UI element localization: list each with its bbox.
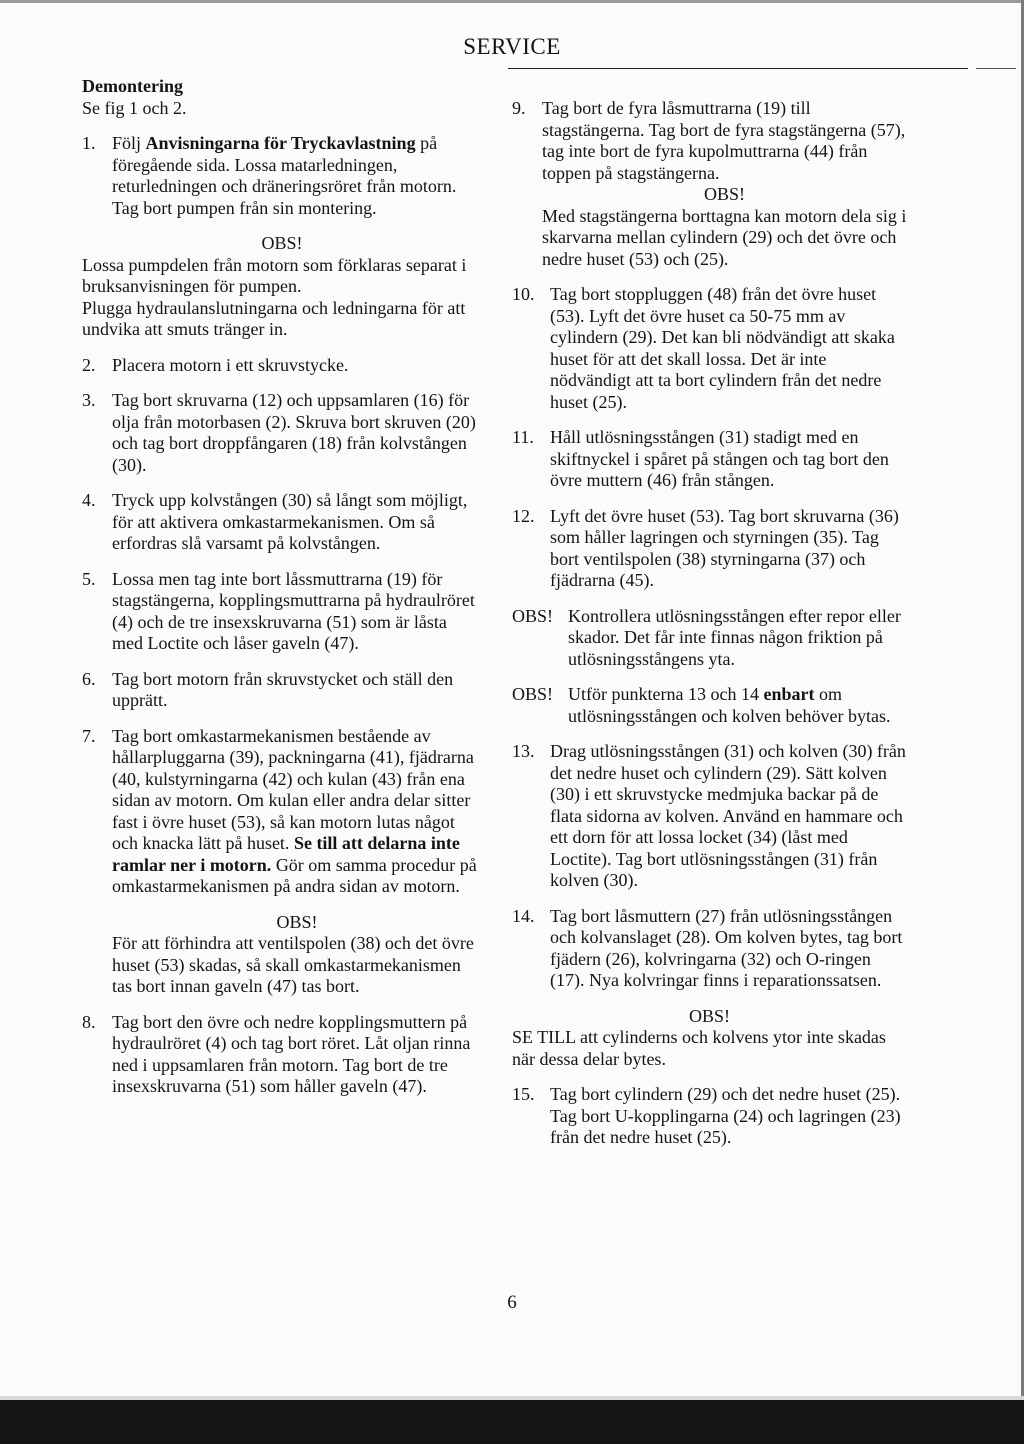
step-text: Följ [112, 133, 146, 153]
step-number: 6. [82, 668, 96, 689]
obs-label: OBS! [512, 684, 554, 704]
step-number: 3. [82, 390, 96, 410]
step-11 [512, 427, 907, 492]
scan-edge-bottom [0, 1400, 1024, 1444]
obs-text-bold: enbart [763, 684, 815, 704]
obs-text: Kontrollera utlösningsstången efter repor eller skador. Det får inte finnas någon friktion på utlösningsstångens yta. [568, 605, 901, 669]
step-number: 15. [512, 1084, 535, 1104]
step-12 [512, 506, 907, 592]
header-rule [508, 68, 968, 69]
step-number: 5. [82, 568, 96, 589]
obs-note-2 [512, 606, 907, 671]
obs-note-3 [512, 684, 907, 727]
scan-edge-top [0, 0, 1024, 3]
step-text: Tryck upp kolvstången (30) så långt som möjligt, för att aktivera omkastarmekanismen. Om så erfordras slå varsamt på kolvstången. [112, 490, 468, 553]
step-7 [82, 726, 482, 998]
step-text: på föregående sida. Lossa matarledningen, returledningen och dräneringsröret från motorn. Tag bort pumpen från sin montering. [112, 133, 457, 218]
obs-body [568, 684, 907, 727]
step-body [112, 726, 482, 998]
left-column [82, 76, 482, 1112]
step-number: 1. [82, 133, 96, 153]
step-text: Tag bort skruvarna (12) och uppsamlaren (16) för olja från motorbasen (2). Skruva bort skruven (20) och tag bort droppfångaren (18) från kolvstången (30). [112, 390, 476, 475]
step-text: Drag utlösningsstången (31) och kolven (30) från det nedre huset och cylindern (29). Sätt kolven (30) i ett skruvstycke medmjuka backar på de flata sidorna av kolven. Använd en hammare och ett dorn för att lossa locket (34) (låst med Loctite). Tag bort utlösningsstången (31) från kolven (30). [550, 741, 906, 890]
obs-text: Med stagstängerna borttagna kan motorn dela sig i skarvarna mellan cylindern (29) och det övre och nedre huset (53) och (25). [542, 205, 907, 269]
obs-label: OBS! [512, 605, 554, 626]
step-text: Tag bort de fyra låsmuttrarna (19) till stagstängerna. Tag bort de fyra stagstängerna (57), tag inte bort de fyra kupolmuttrarna (44) från toppen på stagstängerna. [542, 98, 906, 183]
obs-label: OBS! [703, 184, 745, 204]
step-text-bold: Se till att delarna inte ramlar ner i motorn. [112, 833, 460, 875]
step-text: Tag bort låsmuttern (27) från utlösningsstången och kolvanslaget (28). Om kolven bytes, tag bort fjädern (26), kolvringarna (32) och O-ringen (17). Nya kolvringar finns i reparationssatsen. [550, 905, 903, 990]
step-6 [82, 669, 482, 712]
step-text: Tag bort stoppluggen (48) från det övre huset (53). Lyft det övre huset ca 50-75 mm av cylindern (29). Det kan bli nödvändigt att skaka huset för att det skall lossa. Det är inte nödvändigt att ta bort cylindern från det nedre huset (25). [550, 284, 895, 412]
obs-text: Plugga hydraulanslutningarna och ledningarna för att undvika att smuts tränger in. [82, 297, 466, 339]
obs-text: om utlösningsstången och kolven behöver bytas. [568, 684, 891, 726]
step-number: 2. [82, 354, 96, 375]
obs-label: OBS! [688, 1005, 730, 1026]
step-text: Tag bort motorn från skruvstycket och ställ den upprätt. [112, 668, 454, 710]
step-body [112, 133, 482, 219]
step-text: Tag bort den övre och nedre kopplingsmuttern på hydraulröret (4) och tag bort röret. Låt oljan rinna ned i uppsamlaren från motorn. Tag bort de tre insexskruvarna (51) som håller gaveln (47). [112, 1011, 471, 1096]
step-number: 8. [82, 1011, 96, 1032]
step-5 [82, 569, 482, 655]
spacer [112, 898, 482, 912]
step-number: 9. [512, 98, 526, 118]
step-text: Tag bort omkastarmekanismen bestående av hållarpluggarna (39), packningarna (41), fjädrarna (40, kulstyrningarna (42) och kulan (43) från ena sidan av motorn. Om kulan eller andra delar sitter fast i övre huset (53), så kan motorn lutas något och knacka lätt på huset. [112, 725, 474, 853]
step-4 [82, 490, 482, 555]
step-1 [82, 133, 482, 219]
step-text: Håll utlösningsstången (31) stadigt med en skiftnyckel i spåret på stången och tag bort den övre muttern (46) från stången. [550, 427, 889, 490]
step-13 [512, 741, 907, 892]
obs-text: För att förhindra att ventilspolen (38) och det övre huset (53) skadas, så skall omkastarmekanismen tas bort innan gaveln (47) tas bort. [112, 933, 474, 996]
step-text-bold: Anvisningarna för Tryckavlastning [145, 133, 416, 153]
step-text: Gör om samma procedur på omkastarmekanismen på andra sidan av motorn. [112, 854, 477, 896]
step-number: 10. [512, 284, 535, 304]
spacer [82, 119, 482, 133]
right-column [512, 98, 907, 1163]
page-number: 6 [507, 1292, 517, 1313]
obs-note-4 [512, 1006, 907, 1071]
step-10 [512, 284, 907, 413]
step-8 [82, 1012, 482, 1098]
section-heading: Demontering [82, 76, 183, 96]
obs-note-1 [82, 233, 482, 341]
step-text: Lossa men tag inte bort låssmuttrarna (19) för stagstängerna, kopplingsmuttrarna på hydraulröret (4) och de tre insexskruvarna (51) som är låsta med Loctite och låser gaveln (47). [112, 568, 475, 653]
section-subheading: Se fig 1 och 2. [82, 97, 187, 118]
step-15 [512, 1084, 907, 1149]
step-text: Placera motorn i ett skruvstycke. [112, 354, 349, 375]
page-title: SERVICE [463, 34, 561, 59]
step-9 [512, 98, 907, 270]
step-2 [82, 355, 482, 377]
step-text: Tag bort cylindern (29) och det nedre huset (25). Tag bort U-kopplingarna (24) och lagringen (23) från det nedre huset (25). [550, 1084, 901, 1147]
step-text: Lyft det övre huset (53). Tag bort skruvarna (36) som håller lagringen och styrningen (35). Tag bort ventilspolen (38) styrningarna (37) och fjädrarna (45). [550, 505, 899, 590]
step-body [542, 98, 907, 270]
obs-text: Lossa pumpdelen från motorn som förklaras separat i bruksanvisningen för pumpen. [82, 254, 467, 296]
step-number: 7. [82, 725, 96, 746]
obs-label: OBS! [276, 911, 318, 932]
step-3 [82, 390, 482, 476]
step-number: 13. [512, 741, 535, 761]
obs-text: Utför punkterna 13 och 14 [568, 684, 764, 704]
obs-text: SE TILL att cylinderns och kolvens ytor inte skadas när dessa delar bytes. [512, 1027, 886, 1069]
header-rule-tail [976, 68, 1016, 69]
step-number: 12. [512, 505, 535, 526]
step-14 [512, 906, 907, 992]
step-number: 4. [82, 490, 96, 510]
obs-label: OBS! [261, 233, 303, 253]
step-number: 11. [512, 427, 534, 447]
step-number: 14. [512, 905, 535, 926]
